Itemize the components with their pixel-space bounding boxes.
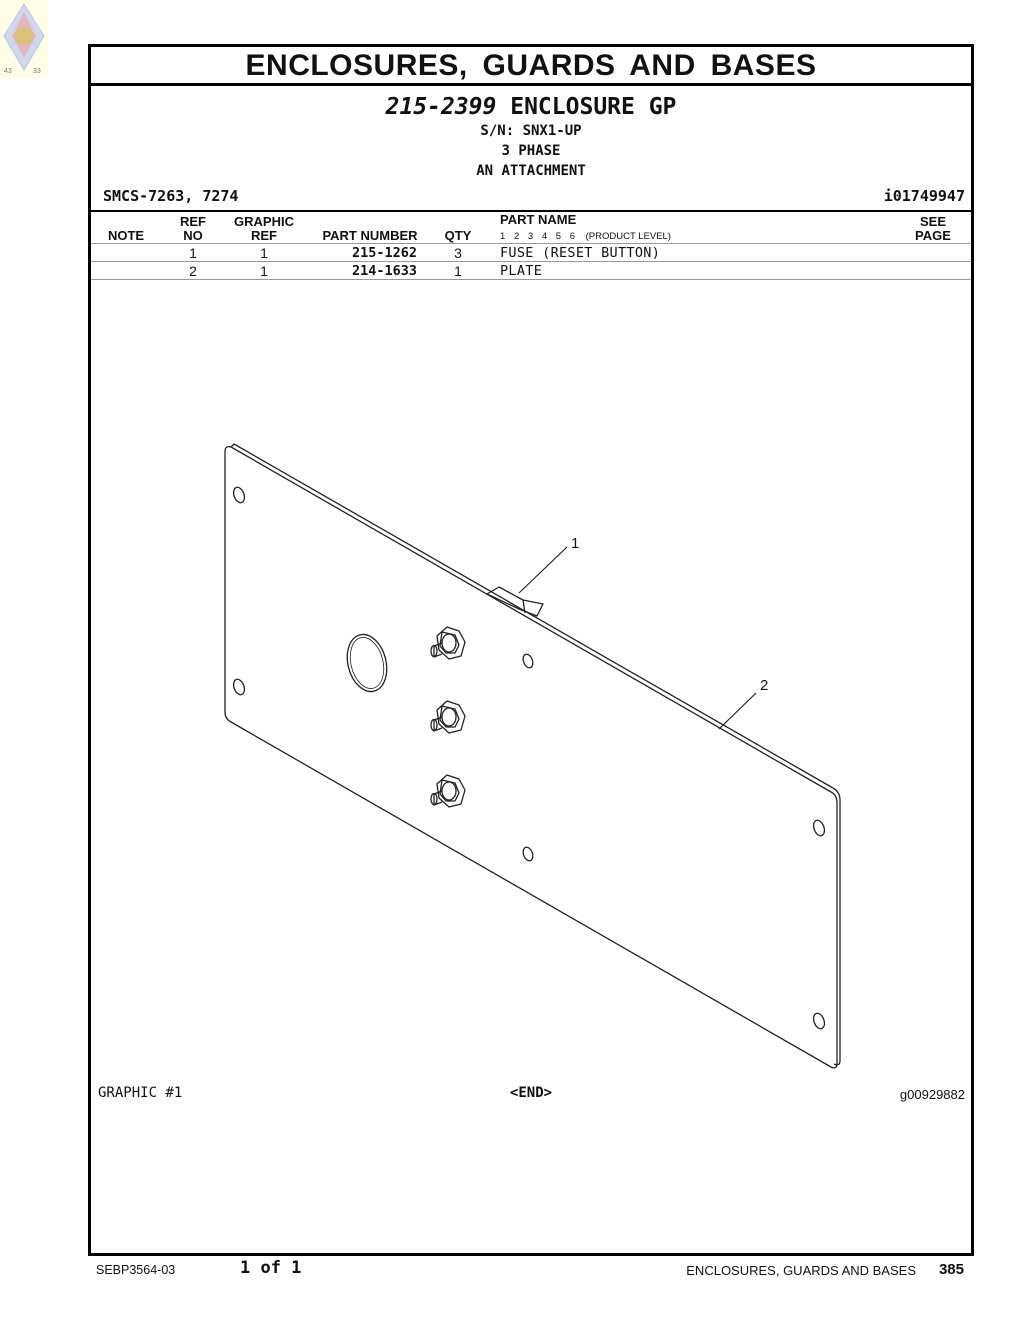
- mounting-hole: [232, 678, 247, 696]
- plate-top-edge: [231, 444, 833, 788]
- graphic-ref: 1: [260, 245, 268, 261]
- attachment-line: AN ATTACHMENT: [476, 163, 586, 179]
- group-number: 215-2399: [385, 94, 497, 120]
- part-number: 214-1633: [351, 263, 417, 279]
- mounting-hole: [812, 1012, 827, 1030]
- logo: [0, 0, 48, 78]
- part-number: 215-1262: [351, 245, 417, 261]
- doc-number: SEBP3564-03: [96, 1263, 176, 1277]
- illustration-id: i01749947: [883, 187, 965, 205]
- parts-illustration: [91, 47, 971, 1253]
- plate-outline: [225, 447, 837, 1068]
- col-graphic-ref: GRAPHIC REF: [234, 214, 294, 243]
- phase-line: 3 PHASE: [501, 143, 561, 159]
- smcs-code: SMCS-7263, 7274: [103, 187, 239, 205]
- part-name: FUSE (RESET BUTTON): [500, 245, 661, 261]
- mounting-hole: [232, 486, 247, 504]
- page-frame: [88, 44, 974, 1256]
- callout-1: 1: [571, 535, 580, 552]
- col-part-name: PART NAME: [500, 212, 577, 227]
- footer-section: ENCLOSURES, GUARDS AND BASES: [686, 1263, 916, 1278]
- part-name: PLATE: [500, 263, 543, 279]
- mounting-hole: [521, 653, 534, 669]
- col-ref-no: REF NO: [180, 214, 206, 243]
- col-see-page: SEE PAGE: [915, 214, 951, 243]
- graphic-label: GRAPHIC #1: [98, 1085, 183, 1101]
- col-qty: QTY: [444, 228, 472, 243]
- logo-number-right: 33: [33, 68, 41, 75]
- fuse-reset-button: [431, 701, 465, 733]
- graphic-id: g00929882: [899, 1087, 965, 1102]
- group-name: ENCLOSURE GP: [510, 94, 677, 120]
- page-of: 1 of 1: [240, 1258, 302, 1278]
- callout-2: 2: [760, 677, 769, 694]
- serial-number: S/N: SNX1-UP: [480, 123, 582, 139]
- product-levels: 1 2 3 4 5 6 (PRODUCT LEVEL): [500, 231, 671, 242]
- end-marker: <END>: [509, 1085, 553, 1101]
- large-hole: [342, 630, 393, 695]
- callout-leader-1: [519, 547, 567, 593]
- mounting-hole: [521, 846, 534, 862]
- section-title: ENCLOSURES, GUARDS AND BASES: [91, 47, 971, 86]
- col-note: NOTE: [107, 228, 145, 243]
- logo-number-left: 43: [4, 68, 12, 75]
- qty: 1: [454, 263, 462, 279]
- graphic-ref: 1: [260, 263, 268, 279]
- fuse-reset-button: [431, 627, 465, 659]
- mounting-hole: [812, 819, 827, 837]
- callout-leader-2: [719, 693, 756, 729]
- bracket: [487, 587, 543, 616]
- fuse-reset-button: [431, 775, 465, 807]
- page-number: 385: [938, 1261, 964, 1278]
- qty: 3: [454, 245, 462, 261]
- ref-no: 1: [189, 245, 197, 261]
- ref-no: 2: [189, 263, 197, 279]
- col-part-number: PART NUMBER: [322, 228, 418, 243]
